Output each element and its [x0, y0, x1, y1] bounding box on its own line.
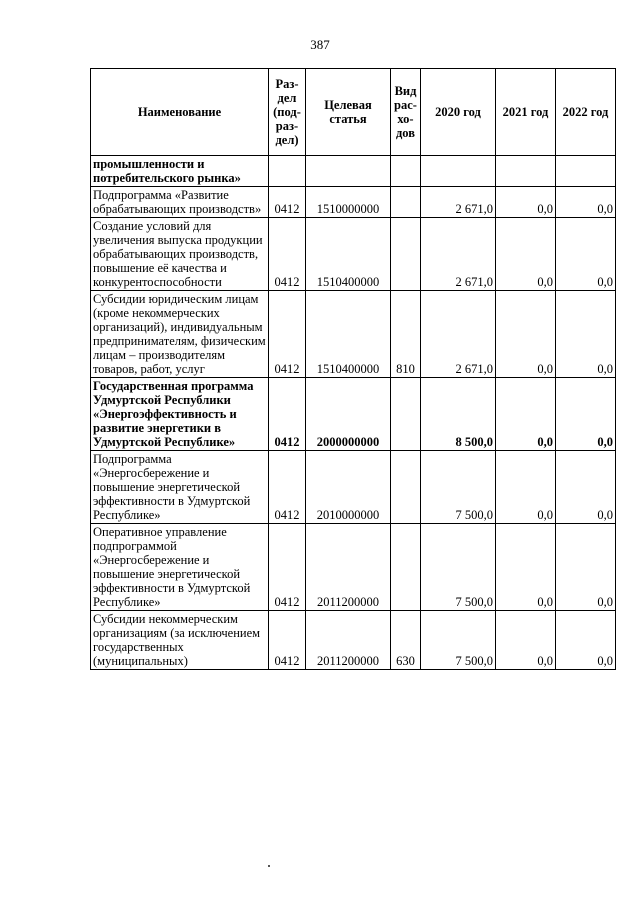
table-row — [91, 156, 616, 187]
cell-name: Создание условий для увеличения выпуска продукции обрабатывающих производств, повышение её качества и конкурентоспособности — [91, 218, 269, 291]
cell-y2021: 0,0 — [496, 378, 556, 451]
cell-target: 2011200000 — [306, 524, 391, 611]
cell-section: 0412 — [269, 218, 306, 291]
cell-y2022: 0,0 — [556, 291, 616, 378]
cell-name: Подпрограмма «Развитие обрабатывающих производств» — [91, 187, 269, 218]
cell-target: 1510000000 — [306, 187, 391, 218]
table-row — [91, 187, 616, 218]
cell-y2022: 0,0 — [556, 187, 616, 218]
header-2020: 2020 год — [421, 69, 496, 156]
header-2021: 2021 год — [496, 69, 556, 156]
cell-y2021: 0,0 — [496, 218, 556, 291]
cell-target: 2000000000 — [306, 378, 391, 451]
table-row — [91, 611, 616, 670]
cell-y2022 — [556, 156, 616, 187]
cell-section: 0412 — [269, 187, 306, 218]
cell-y2020: 7 500,0 — [421, 524, 496, 611]
header-expense-type: Вид рас- хо- дов — [391, 69, 421, 156]
cell-y2021: 0,0 — [496, 451, 556, 524]
cell-y2022: 0,0 — [556, 451, 616, 524]
page-number: 387 — [310, 37, 330, 52]
cell-name: Субсидии некоммерческим организациям (за исключением государственных (муниципальных) — [91, 611, 269, 670]
cell-y2022: 0,0 — [556, 378, 616, 451]
cell-section: 0412 — [269, 378, 306, 451]
header-target: Целевая статья — [306, 69, 391, 156]
cell-y2022: 0,0 — [556, 524, 616, 611]
cell-exp-type — [391, 218, 421, 291]
cell-target — [306, 156, 391, 187]
cell-y2020: 2 671,0 — [421, 291, 496, 378]
cell-section: 0412 — [269, 291, 306, 378]
cell-section — [269, 156, 306, 187]
table-row — [91, 291, 616, 378]
cell-exp-type — [391, 187, 421, 218]
cell-exp-type — [391, 156, 421, 187]
cell-y2020 — [421, 156, 496, 187]
cell-exp-type: 810 — [391, 291, 421, 378]
table-header-row — [91, 69, 616, 156]
cell-section: 0412 — [269, 451, 306, 524]
cell-target: 2010000000 — [306, 451, 391, 524]
cell-exp-type: 630 — [391, 611, 421, 670]
cell-name: Субсидии юридическим лицам (кроме некоммерческих организаций), индивидуальным предпринимателям, физическим лицам – производителям товаров, работ, услуг — [91, 291, 269, 378]
cell-y2020: 2 671,0 — [421, 187, 496, 218]
cell-y2020: 7 500,0 — [421, 611, 496, 670]
cell-target: 2011200000 — [306, 611, 391, 670]
cell-y2020: 2 671,0 — [421, 218, 496, 291]
cell-target: 1510400000 — [306, 218, 391, 291]
cell-y2020: 8 500,0 — [421, 378, 496, 451]
cell-y2021: 0,0 — [496, 187, 556, 218]
cell-exp-type — [391, 451, 421, 524]
table-row — [91, 378, 616, 451]
cell-target: 1510400000 — [306, 291, 391, 378]
budget-table — [90, 68, 616, 670]
header-section: Раз- дел (под- раз- дел) — [269, 69, 306, 156]
header-2022: 2022 год — [556, 69, 616, 156]
table-row — [91, 524, 616, 611]
scan-dot — [268, 865, 270, 867]
table-row — [91, 218, 616, 291]
header-name: Наименование — [91, 69, 269, 156]
cell-name: Оперативное управление подпрограммой «Энергосбережение и повышение энергетической эффективности в Удмуртской Республике» — [91, 524, 269, 611]
cell-y2021: 0,0 — [496, 524, 556, 611]
cell-name: Государственная программа Удмуртской Республики «Энергоэффективность и развитие энергетики в Удмуртской Республике» — [91, 378, 269, 451]
cell-section: 0412 — [269, 524, 306, 611]
cell-name: промышленности и потребительского рынка» — [91, 156, 269, 187]
cell-y2021 — [496, 156, 556, 187]
cell-y2021: 0,0 — [496, 291, 556, 378]
cell-section: 0412 — [269, 611, 306, 670]
cell-y2021: 0,0 — [496, 611, 556, 670]
cell-exp-type — [391, 378, 421, 451]
cell-y2022: 0,0 — [556, 218, 616, 291]
cell-name: Подпрограмма «Энергосбережение и повышение энергетической эффективности в Удмуртской Республике» — [91, 451, 269, 524]
cell-exp-type — [391, 524, 421, 611]
cell-y2020: 7 500,0 — [421, 451, 496, 524]
table-row — [91, 451, 616, 524]
cell-y2022: 0,0 — [556, 611, 616, 670]
